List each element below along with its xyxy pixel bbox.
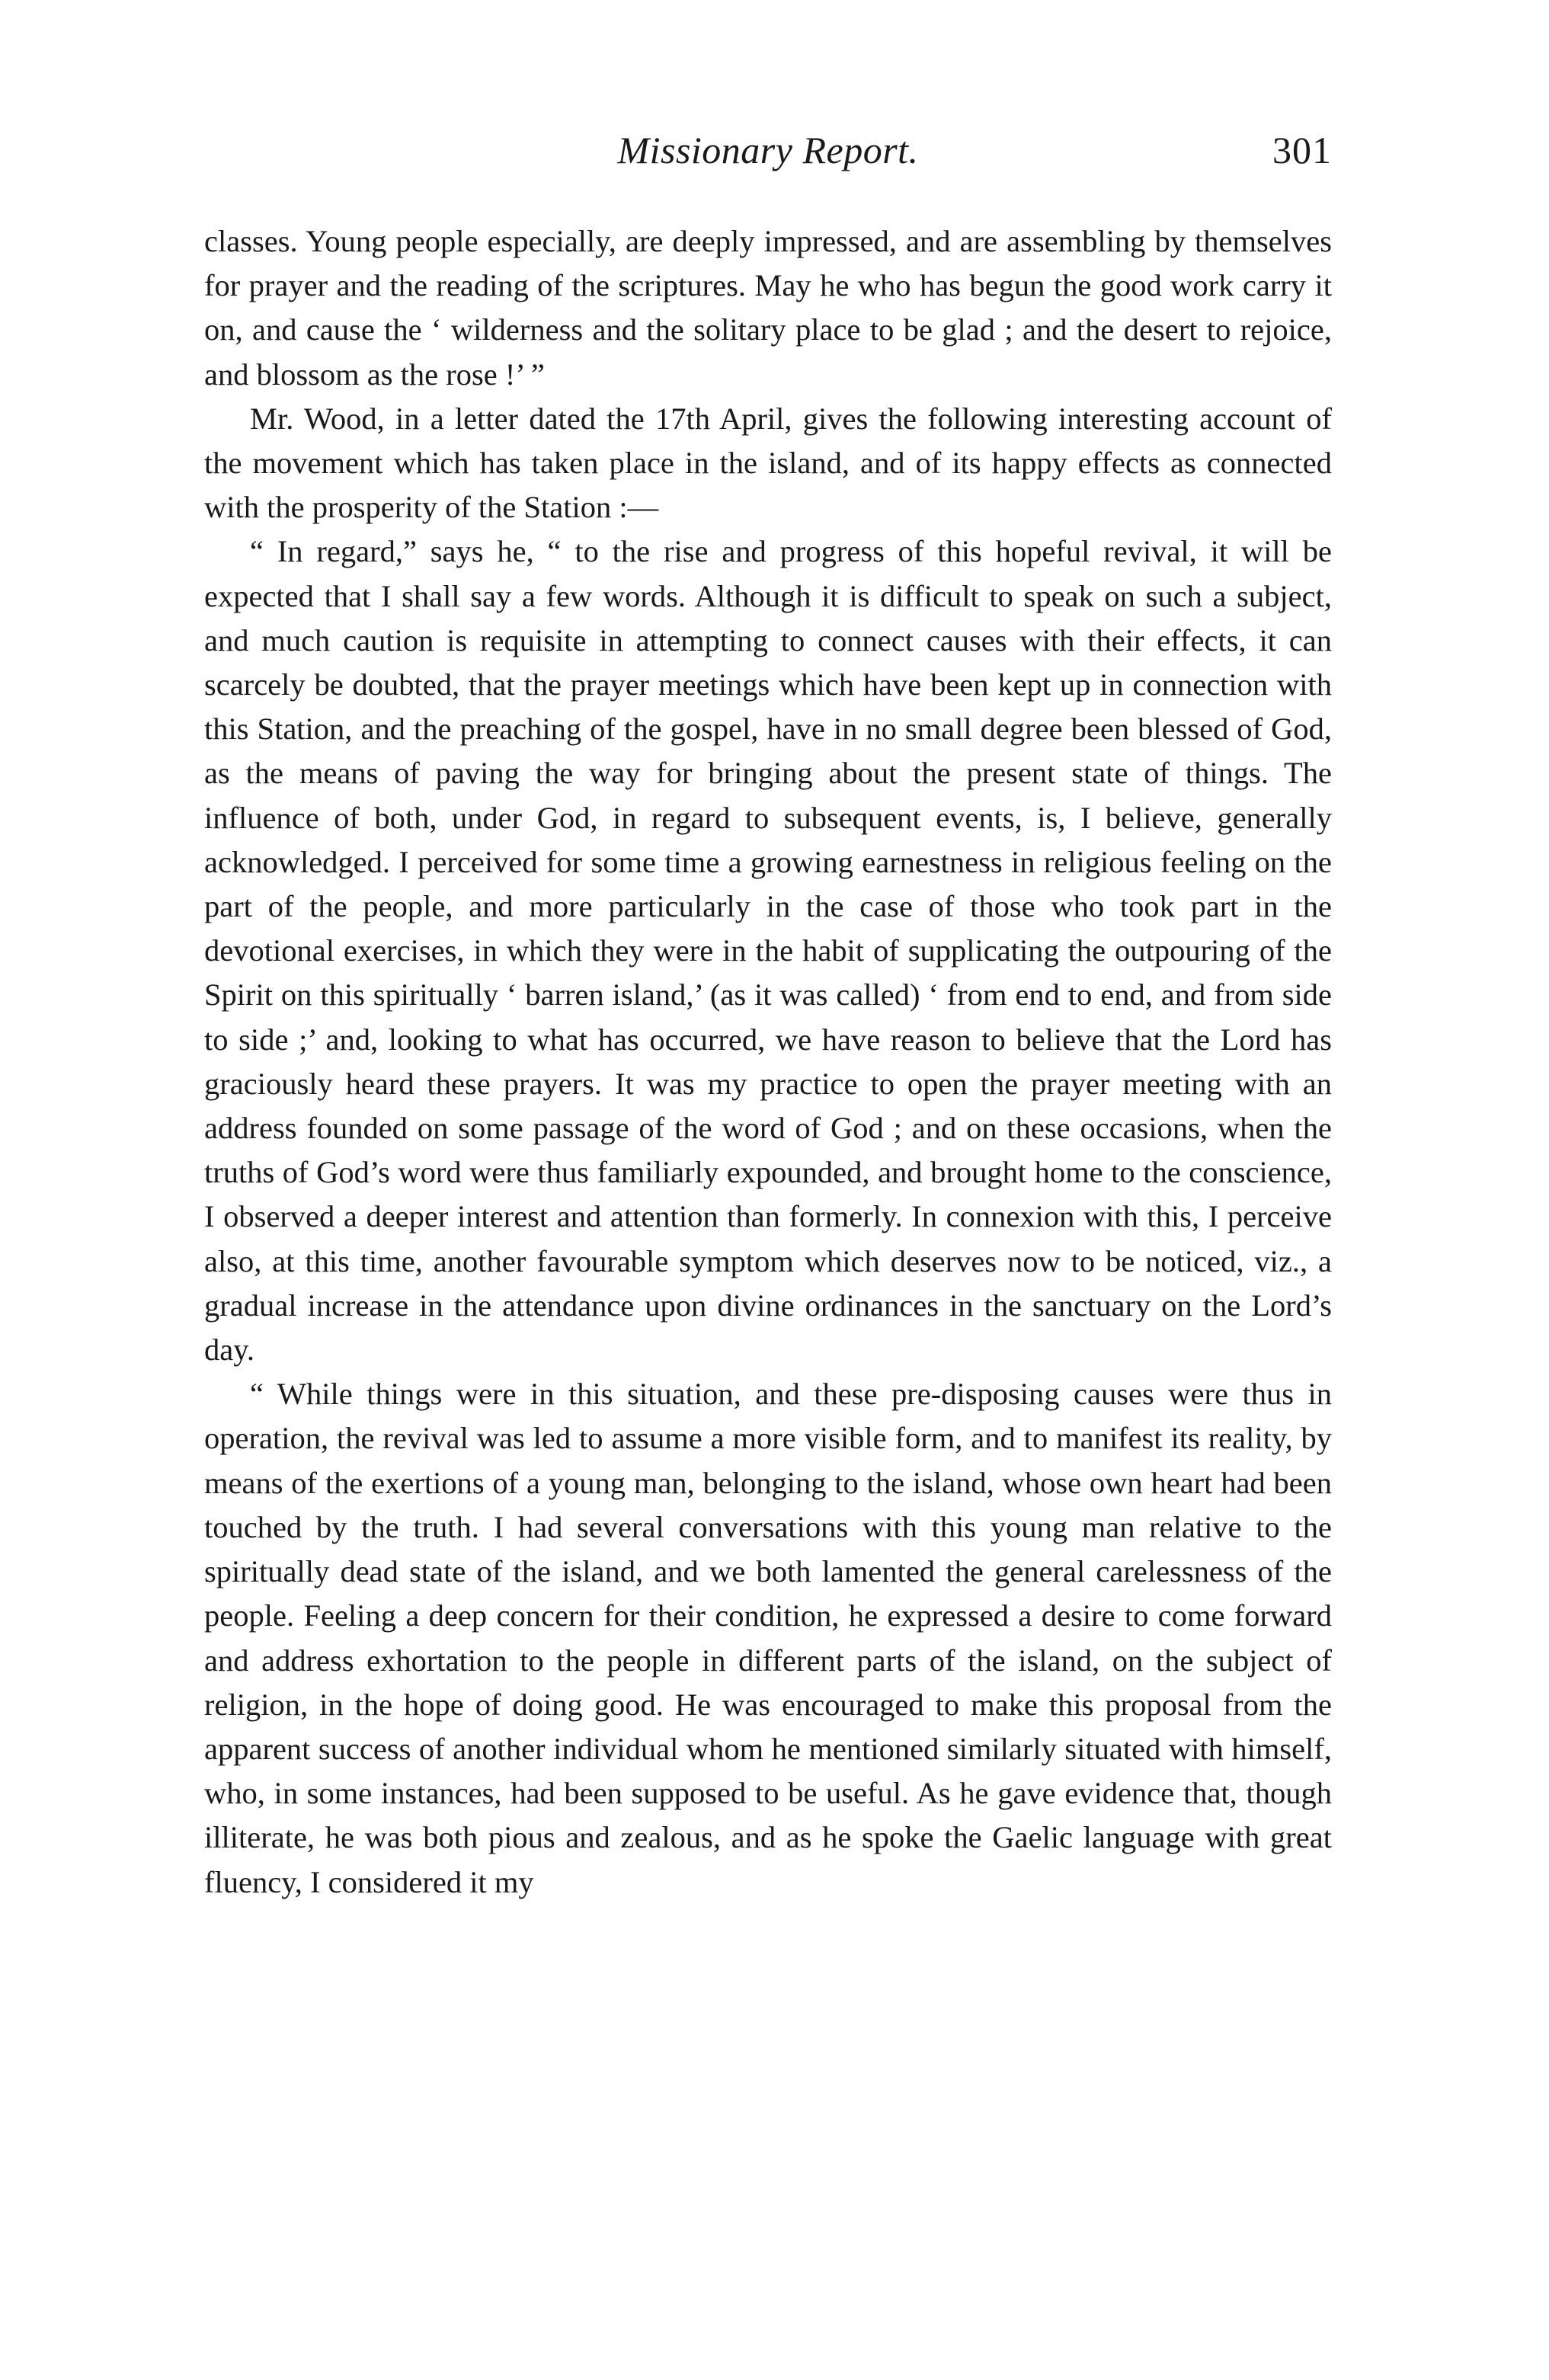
running-title: Missionary Report.	[617, 129, 919, 171]
body-text	[204, 219, 1332, 1905]
paragraph-in-regard: “ In regard,” says he, “ to the rise and progress of this hopeful revival, it will be expected that I shall say a few words. Although it is difficult to speak on such a subject, and much caution is requisite in attempting to connect causes with their effects, it can scarcely be doubted, that the prayer meetings which have been kept up in connection with this Station, and the preaching of the gospel, have in no small degree been blessed of God, as the means of paving the way for bringing about the present state of things. The influence of both, under God, in regard to subsequent events, is, I believe, generally acknowledged. I perceived for some time a growing earnestness in religious feeling on the part of the people, and more particularly in the case of those who took part in the devotional exercises, in which they were in the habit of supplicating the outpouring of the Spirit on this spiritually ‘ barren island,’ (as it was called) ‘ from end to end, and from side to side ;’ and, looking to what has occurred, we have reason to believe that the Lord has graciously heard these prayers. It was my practice to open the prayer meeting with an address founded on some passage of the word of God ; and on these occasions, when the truths of God’s word were thus familiarly expounded, and brought home to the conscience, I observed a deeper interest and attention than formerly. In connexion with this, I perceive also, at this time, another favourable symptom which deserves now to be noticed, viz., a gradual increase in the attendance upon divine ordinances in the sanctuary on the Lord’s day.	[204, 534, 1332, 1368]
running-head	[204, 128, 1332, 189]
paragraph-continuation: classes. Young people especially, are deeply impressed, and are assembling by themselves for prayer and the reading of the scriptures. May he who has begun the good work carry it on, and cause the ‘ wilderness and the solitary place to be glad ; and the desert to rejoice, and blossom as the rose !’ ”	[204, 224, 1332, 392]
paragraph-mr-wood-letter: Mr. Wood, in a letter dated the 17th April, gives the following interesting account of the movement which has taken place in the island, and of its happy effects as connected with the prosperity of the Station :—	[204, 401, 1332, 525]
page-number: 301	[1272, 129, 1332, 171]
paragraph-while-things: “ While things were in this situation, and these pre-disposing causes were thus in operation, the revival was led to assume a more visible form, and to manifest its reality, by means of the exertions of a young man, belonging to the island, whose own heart had been touched by the truth. I had several conversations with this young man relative to the spiritually dead state of the island, and we both lamented the general carelessness of the people. Feeling a deep concern for their condition, he expressed a desire to come forward and address exhortation to the people in different parts of the island, on the subject of religion, in the hope of doing good. He was encouraged to make this proposal from the apparent success of another individual whom he mentioned similarly situated with himself, who, in some instances, had been supposed to be useful. As he gave evidence that, though illiterate, he was both pious and zealous, and as he spoke the Gaelic language with great fluency, I considered it my	[204, 1377, 1332, 1899]
